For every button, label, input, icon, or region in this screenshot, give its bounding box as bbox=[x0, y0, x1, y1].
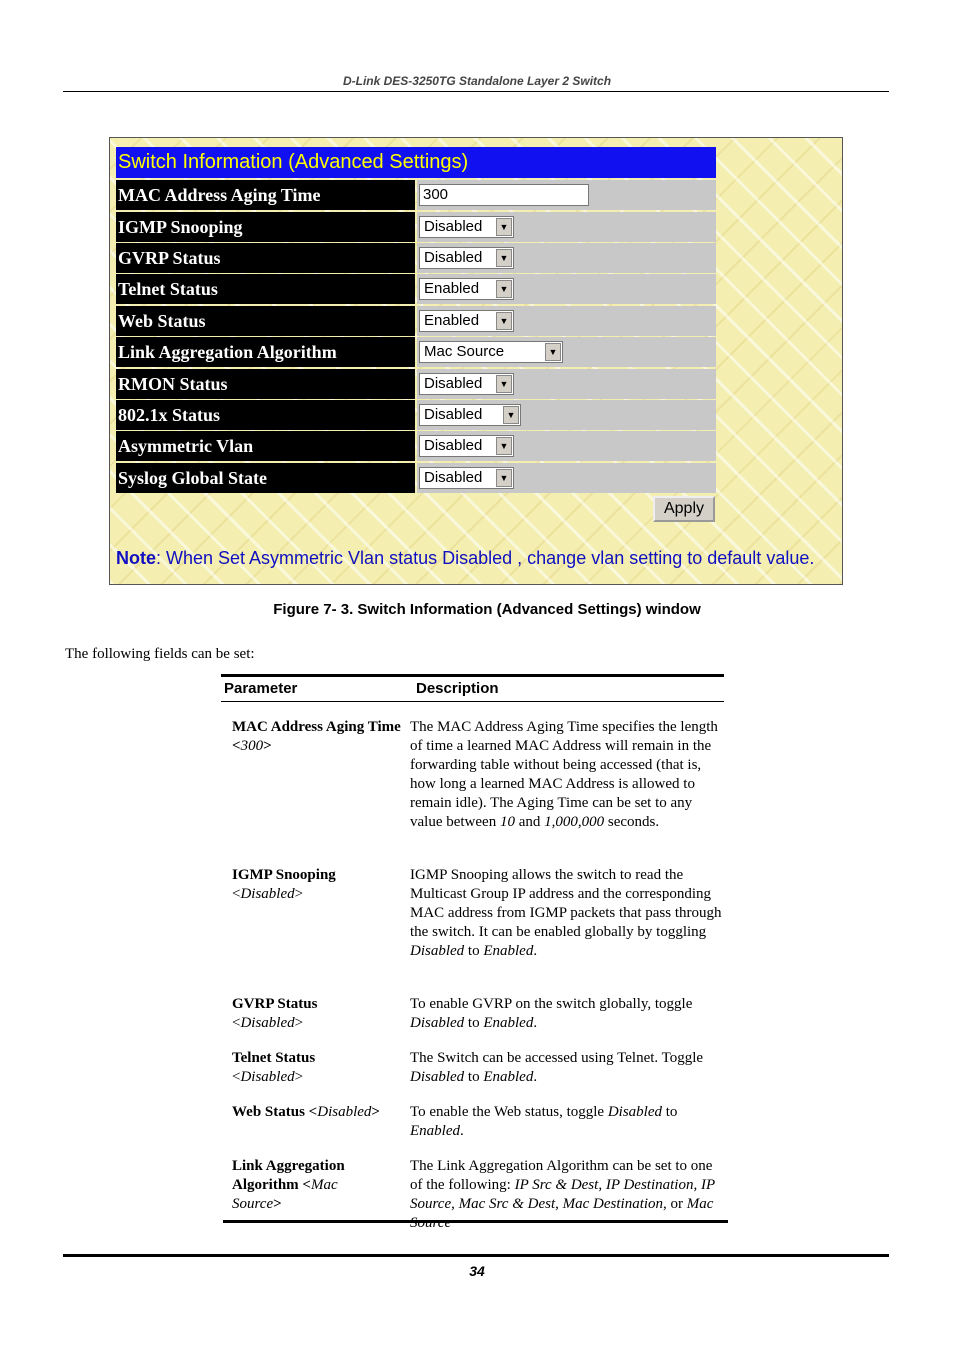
select-value: Mac Source bbox=[424, 343, 505, 360]
chevron-down-icon[interactable]: ▼ bbox=[496, 469, 512, 487]
intro-text: The following fields can be set: bbox=[65, 646, 255, 662]
param-link-aggregation: Link Aggregation Algorithm <Mac Source> bbox=[232, 1158, 345, 1212]
row-label: MAC Address Aging Time bbox=[116, 180, 415, 210]
table-header bbox=[221, 677, 724, 701]
row-label: 802.1x Status bbox=[116, 400, 415, 430]
chevron-down-icon[interactable]: ▼ bbox=[545, 343, 561, 361]
note-body: : When Set Asymmetric Vlan status Disabled , change vlan setting to default value. bbox=[156, 548, 815, 568]
apply-button[interactable]: Apply bbox=[653, 496, 715, 522]
chevron-down-icon[interactable]: ▼ bbox=[496, 218, 512, 236]
header-description: Description bbox=[416, 680, 499, 697]
footer-rule bbox=[63, 1254, 889, 1257]
chevron-down-icon[interactable]: ▼ bbox=[496, 312, 512, 330]
figure-caption: Figure 7- 3. Switch Information (Advanced Settings) window bbox=[273, 601, 701, 618]
row-label: RMON Status bbox=[116, 369, 415, 399]
parameter-table bbox=[221, 674, 724, 702]
desc-web-status: To enable the Web status, toggle Disabled to Enabled. bbox=[410, 1104, 678, 1139]
row-label: Syslog Global State bbox=[116, 463, 415, 493]
row-label: IGMP Snooping bbox=[116, 212, 415, 242]
param-mac-aging-time: MAC Address Aging Time <300> bbox=[232, 719, 401, 754]
window-title: Switch Information (Advanced Settings) bbox=[118, 151, 469, 173]
mac-aging-time-input[interactable]: 300 bbox=[419, 184, 589, 206]
row-label: Asymmetric Vlan bbox=[116, 431, 415, 461]
running-header: D-Link DES-3250TG Standalone Layer 2 Switch bbox=[342, 74, 612, 88]
row-label: GVRP Status bbox=[116, 243, 415, 273]
page-number: 34 bbox=[469, 1263, 485, 1279]
row-label: Web Status bbox=[116, 306, 415, 336]
note-label: Note bbox=[116, 548, 156, 568]
desc-link-aggregation: The Link Aggregation Algorithm can be set to one of the following: IP Src & Dest, IP Destination, IP Source, Mac Src & Dest, Mac Destination, or Mac Source bbox=[410, 1158, 715, 1231]
select-value: Enabled bbox=[424, 312, 480, 329]
select-value: Disabled bbox=[424, 249, 483, 266]
chevron-down-icon[interactable]: ▼ bbox=[503, 406, 519, 424]
desc-mac-aging-time: The MAC Address Aging Time specifies the length of time a learned MAC Address will remain in the forwarding table without being accessed (that is, how long a learned MAC Address is allowed to remain idle). The Aging Time can be set to any value between 10 and 1,000,000 seconds. bbox=[410, 719, 718, 830]
select-value: Disabled bbox=[424, 469, 483, 486]
chevron-down-icon[interactable]: ▼ bbox=[496, 437, 512, 455]
desc-gvrp-status: To enable GVRP on the switch globally, toggle Disabled to Enabled. bbox=[410, 996, 693, 1031]
chevron-down-icon[interactable]: ▼ bbox=[496, 375, 512, 393]
param-web-status: Web Status <Disabled> bbox=[232, 1104, 380, 1120]
row-label: Telnet Status bbox=[116, 274, 415, 304]
select-value: Disabled bbox=[424, 218, 483, 235]
select-value: Disabled bbox=[424, 406, 483, 423]
header-parameter: Parameter bbox=[224, 680, 298, 697]
param-telnet-status: Telnet Status <Disabled> bbox=[232, 1050, 316, 1085]
param-igmp-snooping: IGMP Snooping <Disabled> bbox=[232, 867, 336, 902]
desc-telnet-status: The Switch can be accessed using Telnet. Toggle Disabled to Enabled. bbox=[410, 1050, 704, 1085]
param-gvrp-status: GVRP Status <Disabled> bbox=[232, 996, 318, 1031]
select-value: Disabled bbox=[424, 437, 483, 454]
row-label: Link Aggregation Algorithm bbox=[116, 337, 415, 367]
chevron-down-icon[interactable]: ▼ bbox=[496, 249, 512, 267]
select-value: Disabled bbox=[424, 375, 483, 392]
chevron-down-icon[interactable]: ▼ bbox=[496, 280, 512, 298]
select-value: Enabled bbox=[424, 280, 480, 297]
desc-igmp-snooping: IGMP Snooping allows the switch to read the Multicast Group IP address and the corresponding MAC address from IGMP packets that pass through the switch. It can be enabled globally by toggling Disabled to Enabled. bbox=[410, 867, 722, 959]
table-bottom-rule bbox=[223, 1220, 728, 1223]
